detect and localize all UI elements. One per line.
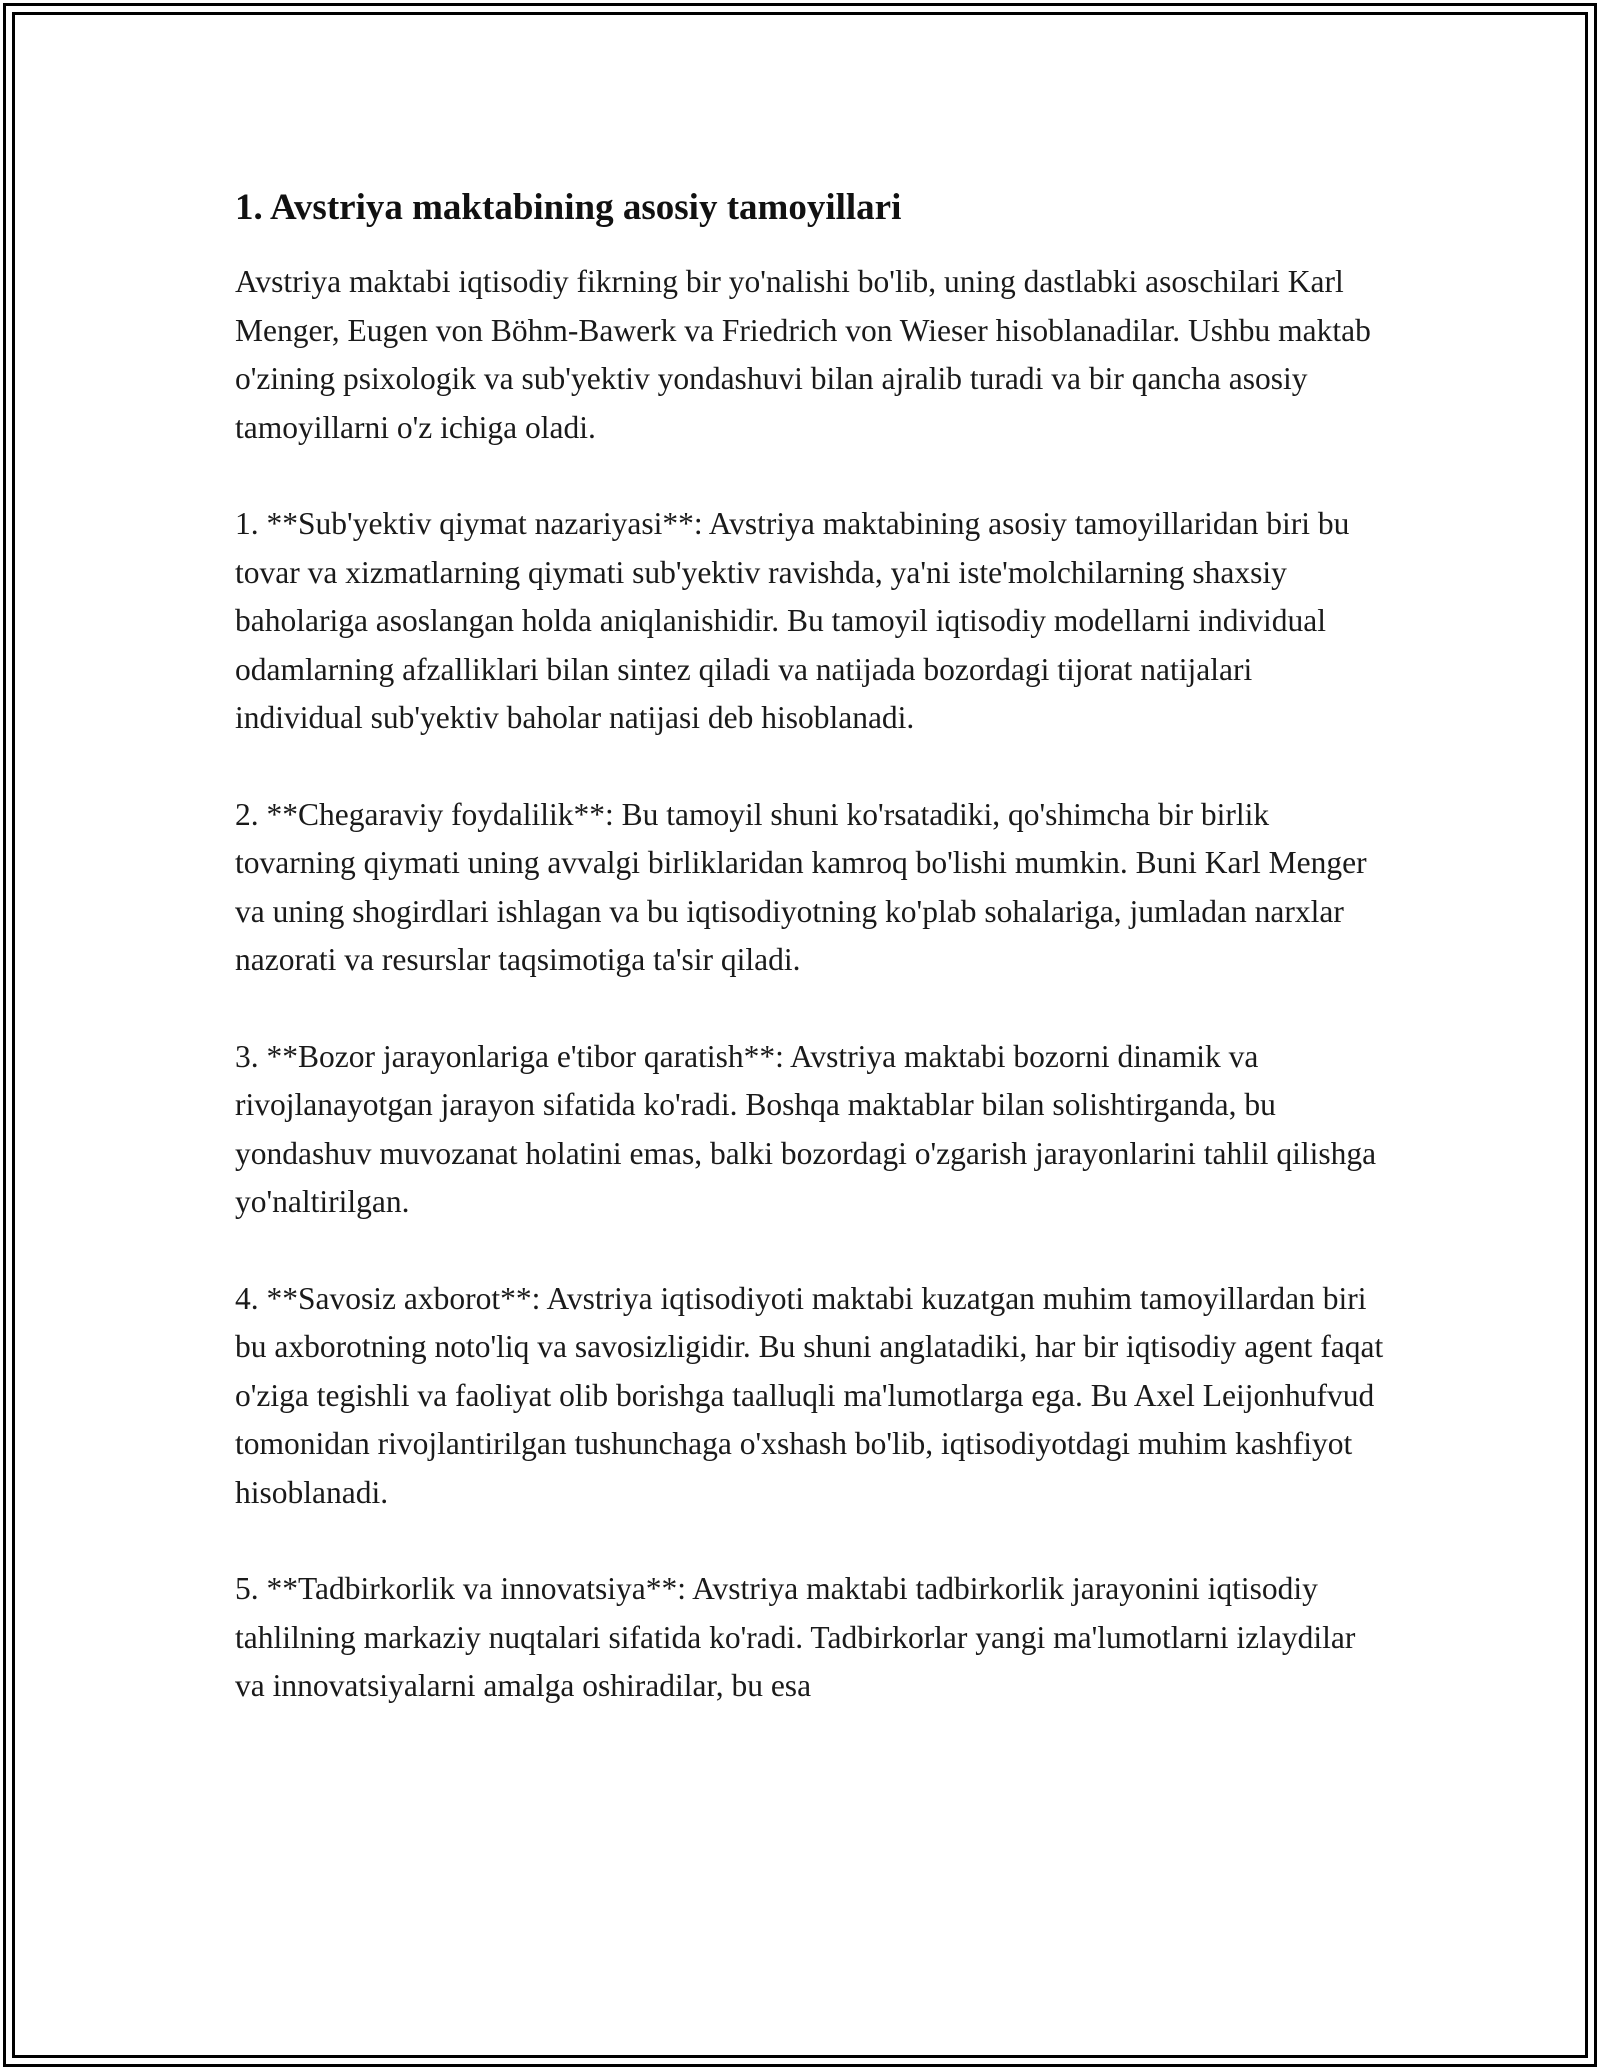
principle-paragraph-1: 1. **Sub'yektiv qiymat nazariyasi**: Avstriya maktabining asosiy tamoyillaridan biri bu tovar va xizmatlarning qiymati sub'yektiv ravishda, ya'ni iste'molchilarning shaxsiy baholariga asoslangan holda aniqlanishidir. Bu tamoyil iqtisodiy modellarni individual odamlarning afzalliklari bilan sintez qiladi va natijada bozordagi tijorat natijalari individual sub'yektiv baholar natijasi deb hisoblanadi. — [235, 506, 1350, 735]
principle-paragraph-4: 4. **Savosiz axborot**: Avstriya iqtisodiyoti maktabi kuzatgan muhim tamoyillardan biri bu axborotning noto'liq va savosizligidir. Bu shuni anglatadiki, har bir iqtisodiy agent faqat o'ziga tegishli va faoliyat olib borishga taalluqli ma'lumotlarga ega. Bu Axel Leijonhufvud tomonidan rivojlantirilgan tushunchaga o'xshash bo'lib, iqtisodiyotdagi muhim kashfiyot hisoblanadi. — [235, 1280, 1384, 1510]
principle-paragraph-5: 5. **Tadbirkorlik va innovatsiya**: Avstriya maktabi tadbirkorlik jarayonini iqtisodiy tahlilning markaziy nuqtalari sifatida ko'radi. Tadbirkorlar yangi ma'lumotlarni izlaydilar va innovatsiyalarni amalga oshiradilar, bu esa — [235, 1571, 1356, 1703]
principle-paragraph-2: 2. **Chegaraviy foydalilik**: Bu tamoyil shuni ko'rsatadiki, qo'shimcha bir birlik tovarning qiymati uning avvalgi birliklaridan kamroq bo'lishi mumkin. Buni Karl Menger va uning shogirdlari ishlagan va bu iqtisodiyotning ko'plab sohalariga, jumladan narxlar nazorati va resurslar taqsimotiga ta'sir qiladi. — [235, 796, 1367, 977]
section-title: 1. Avstriya maktabining asosiy tamoyillari — [235, 187, 902, 228]
principle-paragraph-3: 3. **Bozor jarayonlariga e'tibor qaratish**: Avstriya maktabi bozorni dinamik va rivojlanayotgan jarayon sifatida ko'radi. Boshqa maktablar bilan solishtirganda, bu yondashuv muvozanat holatini emas, balki bozordagi o'zgarish jarayonlarini tahlil qilishga yo'naltirilgan. — [235, 1038, 1377, 1219]
document-body — [235, 184, 1385, 1759]
intro-paragraph: Avstriya maktabi iqtisodiy fikrning bir yo'nalishi bo'lib, uning dastlabki asoschilari Karl Menger, Eugen von Böhm-Bawerk va Friedrich von Wieser hisoblanadilar. Ushbu maktab o'zining psixologik va sub'yektiv yondashuvi bilan ajralib turadi va bir qancha asosiy tamoyillarni o'z ichiga oladi. — [235, 264, 1371, 445]
